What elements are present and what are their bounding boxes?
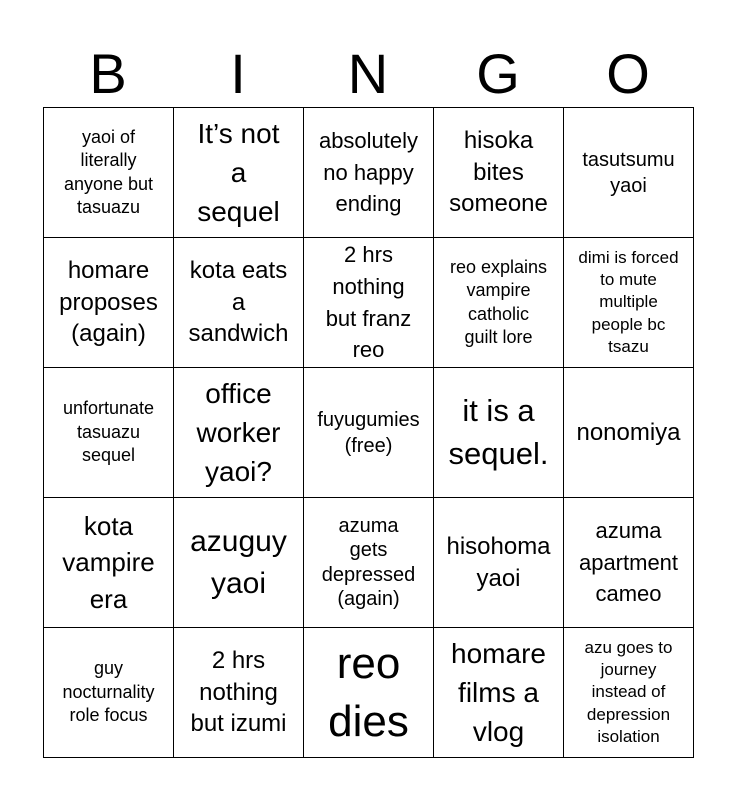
- board-row: [44, 108, 694, 238]
- bingo-board: [43, 107, 694, 758]
- bingo-cell: hisoka bites someone: [434, 108, 564, 238]
- header-letter-b: B: [89, 42, 127, 105]
- bingo-cell: guy nocturnality role focus: [44, 628, 174, 758]
- header-letter-o: O: [606, 42, 650, 105]
- bingo-cell: homare films a vlog: [434, 628, 564, 758]
- bingo-cell: kota eats a sandwich: [174, 238, 304, 368]
- bingo-cell: it is a sequel.: [434, 368, 564, 498]
- board-row: [44, 628, 694, 758]
- bingo-cell: 2 hrs nothing but izumi: [174, 628, 304, 758]
- bingo-cell: yaoi of literally anyone but tasuazu: [44, 108, 174, 238]
- header-letter-n: N: [347, 42, 389, 105]
- board-row: [44, 368, 694, 498]
- bingo-cell: azuguy yaoi: [174, 498, 304, 628]
- bingo-cell: absolutely no happy ending: [304, 108, 434, 238]
- bingo-cell: 2 hrs nothing but franz reo: [304, 238, 434, 368]
- bingo-cell: reo dies: [304, 628, 434, 758]
- bingo-cell: kota vampire era: [44, 498, 174, 628]
- bingo-cell: tasutsumu yaoi: [564, 108, 694, 238]
- board-row: [44, 238, 694, 368]
- bingo-cell: reo explains vampire catholic guilt lore: [434, 238, 564, 368]
- bingo-cell: azuma gets depressed (again): [304, 498, 434, 628]
- bingo-cell: unfortunate tasuazu sequel: [44, 368, 174, 498]
- bingo-cell: nonomiya: [564, 368, 694, 498]
- bingo-cell: azuma apartment cameo: [564, 498, 694, 628]
- bingo-cell: hisohoma yaoi: [434, 498, 564, 628]
- bingo-cell: azu goes to journey instead of depression isolation: [564, 628, 694, 758]
- header-letter-i: I: [230, 42, 246, 105]
- bingo-cell: It’s not a sequel: [174, 108, 304, 238]
- header-letter-g: G: [476, 42, 520, 105]
- board-row: [44, 498, 694, 628]
- bingo-cell: fuyugumies (free): [304, 368, 434, 498]
- bingo-header: [43, 40, 693, 108]
- bingo-cell: dimi is forced to mute multiple people bc tsazu: [564, 238, 694, 368]
- bingo-cell: homare proposes (again): [44, 238, 174, 368]
- bingo-cell: office worker yaoi?: [174, 368, 304, 498]
